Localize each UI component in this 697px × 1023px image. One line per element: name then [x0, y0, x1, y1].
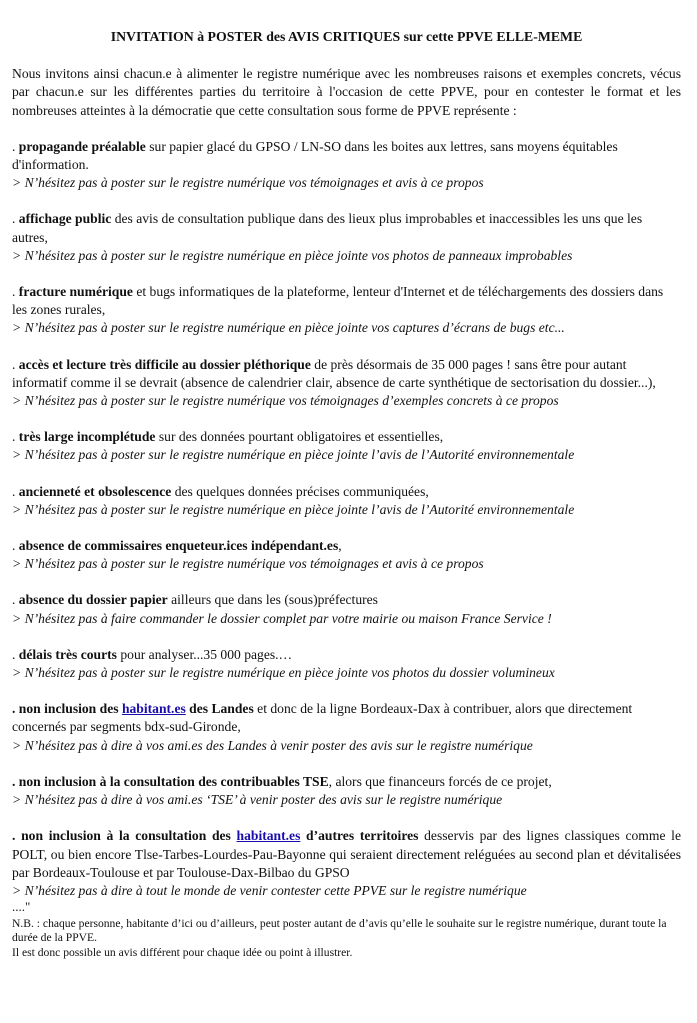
- item-tse-body: , alors que financeurs forcés de ce projet,: [328, 773, 552, 789]
- habitants-link-autres[interactable]: habitant.es: [236, 828, 301, 844]
- list-item-bold: très large incomplétude: [18, 429, 156, 445]
- list-item-text: [12, 537, 681, 555]
- list-item-bold: accès et lecture très difficile au dossier pléthorique: [18, 356, 311, 372]
- list-item-bold: absence de commissaires enqueteur.ices indépendant.es: [18, 538, 339, 554]
- item-autres-text: [12, 827, 681, 882]
- list-item-text: [12, 138, 681, 174]
- list-item-bullet: .: [12, 211, 19, 227]
- item-tse-bold: . non inclusion à la consultation des contribuables TSE: [12, 773, 329, 789]
- list-item-body: sur papier glacé du GPSO / LN-SO dans les boites aux lettres, sans moyens équitables d'information.: [12, 138, 618, 173]
- list-item: [12, 210, 681, 265]
- item-tse-hint: > N’hésitez pas à dire à vos ami.es ‘TSE’ à venir poster des avis sur le registre numérique: [12, 792, 503, 808]
- list-item-bullet: .: [12, 592, 19, 608]
- item-landes-hint: > N’hésitez pas à dire à vos ami.es des Landes à venir poster des avis sur le registre numérique: [12, 737, 533, 753]
- list-item-bullet: .: [12, 138, 19, 154]
- intro-paragraph: Nous invitons ainsi chacun.e à alimenter le registre numérique avec les nombreuses raisons et exemples concrets, vécus par chacun.e sur les différentes parties du territoire à l'occasion de cette PPVE, pour en contester le format et les nombreuses atteintes à la démocratie que cette consultation sous forme de PPVE représente :: [12, 66, 681, 118]
- list-item: [12, 138, 681, 193]
- list-item-body: de près désormais de 35 000 pages ! sans être pour autant informatif comme il se devrait (absence de calendrier clair, absence de carte synthétique de sectorisation du dossier...),: [12, 356, 656, 390]
- list-item-bullet: .: [12, 538, 19, 554]
- list-item-hint: > N’hésitez pas à poster sur le registre numérique vos témoignages et avis à ce propos: [12, 175, 484, 191]
- list-item-bold: absence du dossier papier: [18, 592, 168, 608]
- nb-line-2: Il est donc possible un avis différent pour chaque idée ou point à illustrer.: [12, 945, 353, 959]
- list-item-text: [12, 356, 681, 392]
- list-item-bullet: .: [12, 646, 19, 662]
- list-item-bullet: .: [12, 284, 19, 300]
- list-item-bold: fracture numérique: [18, 284, 133, 300]
- list-item-bullet: .: [12, 356, 19, 372]
- list-item-hint: > N’hésitez pas à poster sur le registre numérique en pièce jointe l’avis de l’Autorité environnementale: [12, 501, 575, 517]
- list-item-bold: ancienneté et obsolescence: [18, 483, 172, 499]
- list-item-body: sur des données pourtant obligatoires et essentielles,: [155, 429, 444, 445]
- list-item-hint: > N’hésitez pas à poster sur le registre numérique en pièce jointe vos photos de panneaux improbables: [12, 247, 573, 263]
- list-item-text: [12, 483, 681, 501]
- item-landes-bold-b: des Landes: [185, 701, 254, 717]
- item-tse-text: [12, 773, 681, 791]
- item-autres-bold-a: . non inclusion à la consultation des: [12, 828, 237, 844]
- item-landes-text: [12, 700, 681, 736]
- list-item-hint: > N’hésitez pas à poster sur le registre numérique vos témoignages d’exemples concrets à ce propos: [12, 393, 559, 409]
- list-item: [12, 356, 681, 411]
- list-item-body: des quelques données précises communiquées,: [171, 483, 429, 499]
- closing-ellipsis: ....": [12, 899, 31, 915]
- item-tse: [12, 773, 681, 809]
- list-item-hint: > N’hésitez pas à poster sur le registre numérique en pièce jointe vos photos du dossier volumineux: [12, 665, 555, 681]
- list-item-bullet: .: [12, 483, 19, 499]
- list-item-body: ,: [338, 538, 342, 554]
- item-autres-body: desservis par des lignes classiques comme le POLT, ou bien encore Tlse-Tarbes-Lourdes-Pau-Bayonne qui seraient directement reléguées au second plan et dévitalisées par Bordeaux-Toulouse et par Toulouse-Dax-Bilbao du GPSO: [12, 828, 681, 880]
- list-item: [12, 483, 681, 519]
- list-item-body: des avis de consultation publique dans des lieux plus improbables et inaccessibles les uns que les autres,: [12, 211, 643, 245]
- list-item-hint: > N’hésitez pas à poster sur le registre numérique vos témoignages et avis à ce propos: [12, 556, 484, 572]
- items-list: [12, 138, 681, 682]
- list-item-body: ailleurs que dans les (sous)préfectures: [167, 592, 378, 608]
- list-item: [12, 591, 681, 627]
- list-item-hint: > N’hésitez pas à faire commander le dossier complet par votre mairie ou maison France Service !: [12, 610, 552, 626]
- nb-line-1: N.B. : chaque personne, habitante d’ici ou d’ailleurs, peut poster autant de d’avis qu’elle le souhaite sur le registre numérique, durant toute la durée de la PPVE.: [12, 917, 667, 945]
- list-item-hint: > N’hésitez pas à poster sur le registre numérique en pièce jointe l’avis de l’Autorité environnementale: [12, 447, 575, 463]
- item-autres-bold-b: d’autres territoires: [300, 828, 419, 844]
- list-item-hint: > N’hésitez pas à poster sur le registre numérique en pièce jointe vos captures d’écrans de bugs etc...: [12, 320, 565, 336]
- list-item-bold: propagande préalable: [18, 138, 146, 154]
- list-item-text: [12, 591, 681, 609]
- item-autres-hint: > N’hésitez pas à dire à tout le monde de venir contester cette PPVE sur le registre numérique: [12, 882, 527, 898]
- item-landes-body: et donc de la ligne Bordeaux-Dax à contribuer, alors que directement concernés par segments bdx-sud-Gironde,: [12, 701, 633, 735]
- list-item: [12, 428, 681, 464]
- list-item-body: pour analyser...35 000 pages.…: [116, 646, 293, 662]
- item-landes: [12, 700, 681, 755]
- list-item: [12, 646, 681, 682]
- habitants-link-landes[interactable]: habitant.es: [121, 701, 186, 717]
- list-item-bold: délais très courts: [18, 646, 117, 662]
- list-item-text: [12, 210, 681, 246]
- list-item-text: [12, 283, 681, 319]
- item-autres-territoires: [12, 827, 681, 900]
- list-item-text: [12, 428, 681, 446]
- list-item-bold: affichage public: [18, 211, 112, 227]
- item-landes-bold-a: . non inclusion des: [12, 701, 122, 717]
- list-item: [12, 537, 681, 573]
- list-item-bullet: .: [12, 429, 19, 445]
- list-item: [12, 283, 681, 338]
- list-item-text: [12, 646, 681, 664]
- list-item-body: et bugs informatiques de la plateforme, lenteur d'Internet et de téléchargements des dossiers dans les zones rurales,: [12, 284, 664, 318]
- document-title: INVITATION à POSTER des AVIS CRITIQUES sur cette PPVE ELLE-MEME: [110, 29, 583, 44]
- nb-note: [12, 917, 681, 960]
